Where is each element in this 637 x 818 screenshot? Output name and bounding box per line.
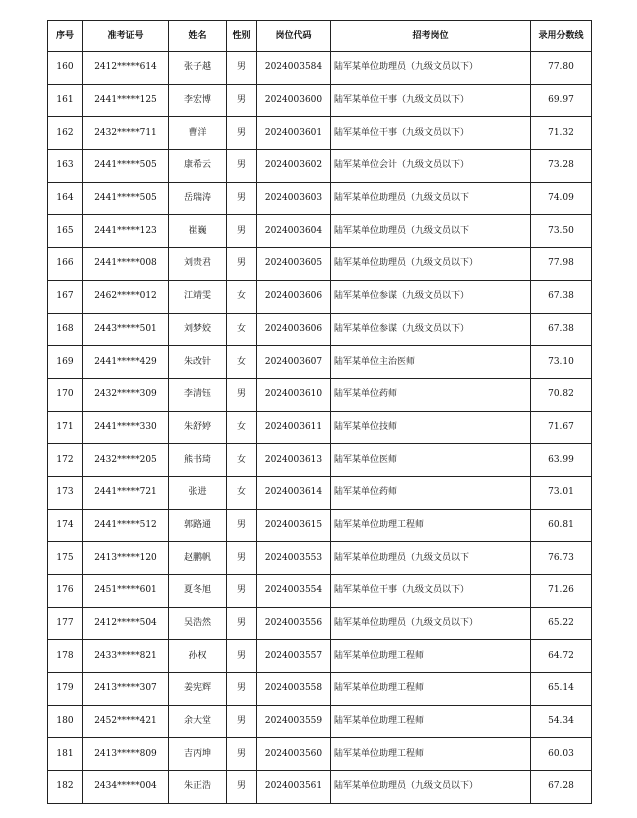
cell-code: 2024003605 — [257, 248, 331, 281]
table-row — [48, 444, 592, 477]
cell-name: 张子越 — [169, 52, 227, 85]
cell-ticket: 2432*****309 — [83, 378, 169, 411]
cell-seq: 181 — [48, 738, 83, 771]
cell-ticket: 2441*****429 — [83, 346, 169, 379]
cell-seq: 165 — [48, 215, 83, 248]
cell-ticket: 2434*****004 — [83, 771, 169, 804]
table-body — [48, 52, 592, 804]
cell-score: 60.03 — [531, 738, 592, 771]
cell-gender: 男 — [227, 673, 257, 706]
cell-ticket: 2462*****012 — [83, 280, 169, 313]
table-row — [48, 476, 592, 509]
cell-code: 2024003601 — [257, 117, 331, 150]
cell-score: 65.22 — [531, 607, 592, 640]
cell-seq: 163 — [48, 150, 83, 183]
cell-name: 朱舒婷 — [169, 411, 227, 444]
table-row — [48, 411, 592, 444]
cell-ticket: 2441*****125 — [83, 84, 169, 117]
cell-code: 2024003558 — [257, 673, 331, 706]
results-table — [47, 20, 592, 804]
cell-score: 60.81 — [531, 509, 592, 542]
cell-code: 2024003610 — [257, 378, 331, 411]
cell-ticket: 2441*****505 — [83, 182, 169, 215]
cell-score: 73.10 — [531, 346, 592, 379]
table-row — [48, 705, 592, 738]
cell-ticket: 2441*****123 — [83, 215, 169, 248]
cell-name: 朱正浩 — [169, 771, 227, 804]
cell-post: 陆军某单位助理员（九级文员以下 — [331, 542, 531, 575]
table-row — [48, 575, 592, 608]
cell-post: 陆军某单位助理工程师 — [331, 738, 531, 771]
cell-post: 陆军某单位助理员（九级文员以下 — [331, 215, 531, 248]
cell-ticket: 2413*****307 — [83, 673, 169, 706]
cell-gender: 女 — [227, 476, 257, 509]
cell-name: 张进 — [169, 476, 227, 509]
cell-gender: 男 — [227, 771, 257, 804]
cell-post: 陆军某单位助理工程师 — [331, 705, 531, 738]
cell-seq: 170 — [48, 378, 83, 411]
header-code: 岗位代码 — [257, 21, 331, 52]
cell-ticket: 2443*****501 — [83, 313, 169, 346]
cell-seq: 160 — [48, 52, 83, 85]
cell-seq: 178 — [48, 640, 83, 673]
cell-gender: 女 — [227, 444, 257, 477]
table-row — [48, 673, 592, 706]
table-row — [48, 313, 592, 346]
cell-name: 孙权 — [169, 640, 227, 673]
cell-code: 2024003600 — [257, 84, 331, 117]
cell-code: 2024003553 — [257, 542, 331, 575]
cell-gender: 女 — [227, 280, 257, 313]
cell-score: 73.28 — [531, 150, 592, 183]
table-row — [48, 280, 592, 313]
cell-gender: 男 — [227, 607, 257, 640]
cell-ticket: 2412*****614 — [83, 52, 169, 85]
cell-ticket: 2441*****008 — [83, 248, 169, 281]
cell-seq: 175 — [48, 542, 83, 575]
cell-gender: 男 — [227, 542, 257, 575]
cell-ticket: 2432*****205 — [83, 444, 169, 477]
cell-ticket: 2413*****120 — [83, 542, 169, 575]
table-header — [48, 21, 592, 52]
cell-gender: 男 — [227, 84, 257, 117]
cell-name: 李清钰 — [169, 378, 227, 411]
cell-name: 康希云 — [169, 150, 227, 183]
cell-post: 陆军某单位助理工程师 — [331, 509, 531, 542]
cell-post: 陆军某单位参谋（九级文员以下） — [331, 313, 531, 346]
cell-seq: 166 — [48, 248, 83, 281]
header-name: 姓名 — [169, 21, 227, 52]
cell-gender: 女 — [227, 346, 257, 379]
cell-code: 2024003556 — [257, 607, 331, 640]
cell-score: 64.72 — [531, 640, 592, 673]
cell-code: 2024003557 — [257, 640, 331, 673]
cell-post: 陆军某单位助理员（九级文员以下） — [331, 607, 531, 640]
cell-name: 夏冬旭 — [169, 575, 227, 608]
cell-score: 70.82 — [531, 378, 592, 411]
cell-code: 2024003559 — [257, 705, 331, 738]
cell-code: 2024003554 — [257, 575, 331, 608]
cell-seq: 174 — [48, 509, 83, 542]
header-seq: 序号 — [48, 21, 83, 52]
cell-code: 2024003607 — [257, 346, 331, 379]
cell-post: 陆军某单位助理工程师 — [331, 640, 531, 673]
cell-name: 刘梦姣 — [169, 313, 227, 346]
table-row — [48, 215, 592, 248]
cell-gender: 男 — [227, 509, 257, 542]
cell-score: 65.14 — [531, 673, 592, 706]
cell-name: 吴浩然 — [169, 607, 227, 640]
cell-gender: 男 — [227, 705, 257, 738]
cell-code: 2024003611 — [257, 411, 331, 444]
cell-gender: 男 — [227, 248, 257, 281]
cell-post: 陆军某单位药师 — [331, 476, 531, 509]
cell-gender: 男 — [227, 117, 257, 150]
cell-seq: 164 — [48, 182, 83, 215]
cell-gender: 男 — [227, 150, 257, 183]
cell-seq: 177 — [48, 607, 83, 640]
cell-post: 陆军某单位技师 — [331, 411, 531, 444]
table-row — [48, 150, 592, 183]
cell-name: 曹洋 — [169, 117, 227, 150]
cell-seq: 171 — [48, 411, 83, 444]
cell-seq: 169 — [48, 346, 83, 379]
cell-code: 2024003603 — [257, 182, 331, 215]
cell-name: 江靖雯 — [169, 280, 227, 313]
cell-score: 71.67 — [531, 411, 592, 444]
cell-name: 赵鹏帆 — [169, 542, 227, 575]
cell-post: 陆军某单位会计（九级文员以下） — [331, 150, 531, 183]
cell-score: 71.26 — [531, 575, 592, 608]
cell-score: 71.32 — [531, 117, 592, 150]
cell-score: 67.38 — [531, 280, 592, 313]
cell-seq: 172 — [48, 444, 83, 477]
cell-post: 陆军某单位助理工程师 — [331, 673, 531, 706]
cell-ticket: 2441*****330 — [83, 411, 169, 444]
cell-ticket: 2413*****809 — [83, 738, 169, 771]
header-post: 招考岗位 — [331, 21, 531, 52]
cell-ticket: 2452*****421 — [83, 705, 169, 738]
table-row — [48, 542, 592, 575]
header-score: 录用分数线 — [531, 21, 592, 52]
cell-post: 陆军某单位参谋（九级文员以下） — [331, 280, 531, 313]
cell-ticket: 2441*****505 — [83, 150, 169, 183]
cell-ticket: 2441*****512 — [83, 509, 169, 542]
cell-post: 陆军某单位干事（九级文员以下） — [331, 575, 531, 608]
cell-code: 2024003604 — [257, 215, 331, 248]
cell-ticket: 2441*****721 — [83, 476, 169, 509]
cell-name: 刘贵君 — [169, 248, 227, 281]
table-row — [48, 346, 592, 379]
cell-code: 2024003613 — [257, 444, 331, 477]
cell-gender: 男 — [227, 575, 257, 608]
cell-post: 陆军某单位主治医师 — [331, 346, 531, 379]
cell-seq: 180 — [48, 705, 83, 738]
table-row — [48, 378, 592, 411]
cell-name: 郭路通 — [169, 509, 227, 542]
cell-post: 陆军某单位药师 — [331, 378, 531, 411]
cell-score: 76.73 — [531, 542, 592, 575]
header-gender: 性别 — [227, 21, 257, 52]
table-row — [48, 84, 592, 117]
cell-seq: 161 — [48, 84, 83, 117]
cell-gender: 女 — [227, 411, 257, 444]
table-row — [48, 509, 592, 542]
table-row — [48, 117, 592, 150]
cell-score: 73.50 — [531, 215, 592, 248]
cell-code: 2024003561 — [257, 771, 331, 804]
cell-code: 2024003602 — [257, 150, 331, 183]
cell-name: 李宏博 — [169, 84, 227, 117]
cell-ticket: 2451*****601 — [83, 575, 169, 608]
table-row — [48, 771, 592, 804]
cell-gender: 男 — [227, 640, 257, 673]
cell-gender: 男 — [227, 378, 257, 411]
cell-score: 67.28 — [531, 771, 592, 804]
cell-code: 2024003615 — [257, 509, 331, 542]
cell-ticket: 2432*****711 — [83, 117, 169, 150]
cell-code: 2024003614 — [257, 476, 331, 509]
cell-seq: 162 — [48, 117, 83, 150]
cell-score: 69.97 — [531, 84, 592, 117]
cell-name: 姜宪辉 — [169, 673, 227, 706]
cell-seq: 179 — [48, 673, 83, 706]
cell-post: 陆军某单位助理员（九级文员以下 — [331, 182, 531, 215]
cell-score: 74.09 — [531, 182, 592, 215]
cell-gender: 男 — [227, 215, 257, 248]
cell-gender: 男 — [227, 52, 257, 85]
cell-seq: 173 — [48, 476, 83, 509]
cell-gender: 女 — [227, 313, 257, 346]
cell-ticket: 2433*****821 — [83, 640, 169, 673]
cell-post: 陆军某单位助理员（九级文员以下） — [331, 248, 531, 281]
cell-seq: 182 — [48, 771, 83, 804]
cell-post: 陆军某单位医师 — [331, 444, 531, 477]
table-row — [48, 248, 592, 281]
cell-score: 63.99 — [531, 444, 592, 477]
cell-code: 2024003560 — [257, 738, 331, 771]
cell-name: 朱改针 — [169, 346, 227, 379]
table-row — [48, 640, 592, 673]
cell-post: 陆军某单位助理员（九级文员以下） — [331, 771, 531, 804]
cell-name: 崔巍 — [169, 215, 227, 248]
cell-name: 岳瑞涛 — [169, 182, 227, 215]
cell-score: 54.34 — [531, 705, 592, 738]
cell-score: 77.98 — [531, 248, 592, 281]
cell-code: 2024003606 — [257, 313, 331, 346]
header-ticket: 准考证号 — [83, 21, 169, 52]
cell-code: 2024003606 — [257, 280, 331, 313]
cell-gender: 男 — [227, 182, 257, 215]
cell-name: 余大堂 — [169, 705, 227, 738]
cell-seq: 176 — [48, 575, 83, 608]
table-row — [48, 738, 592, 771]
cell-seq: 167 — [48, 280, 83, 313]
table-row — [48, 52, 592, 85]
table-row — [48, 607, 592, 640]
cell-ticket: 2412*****504 — [83, 607, 169, 640]
cell-post: 陆军某单位助理员（九级文员以下） — [331, 52, 531, 85]
header-row — [48, 21, 592, 52]
cell-gender: 男 — [227, 738, 257, 771]
cell-post: 陆军某单位干事（九级文员以下） — [331, 117, 531, 150]
cell-score: 67.38 — [531, 313, 592, 346]
cell-score: 73.01 — [531, 476, 592, 509]
cell-name: 吉丙坤 — [169, 738, 227, 771]
cell-code: 2024003584 — [257, 52, 331, 85]
cell-name: 熊书琦 — [169, 444, 227, 477]
cell-score: 77.80 — [531, 52, 592, 85]
table-row — [48, 182, 592, 215]
cell-post: 陆军某单位干事（九级文员以下） — [331, 84, 531, 117]
cell-seq: 168 — [48, 313, 83, 346]
